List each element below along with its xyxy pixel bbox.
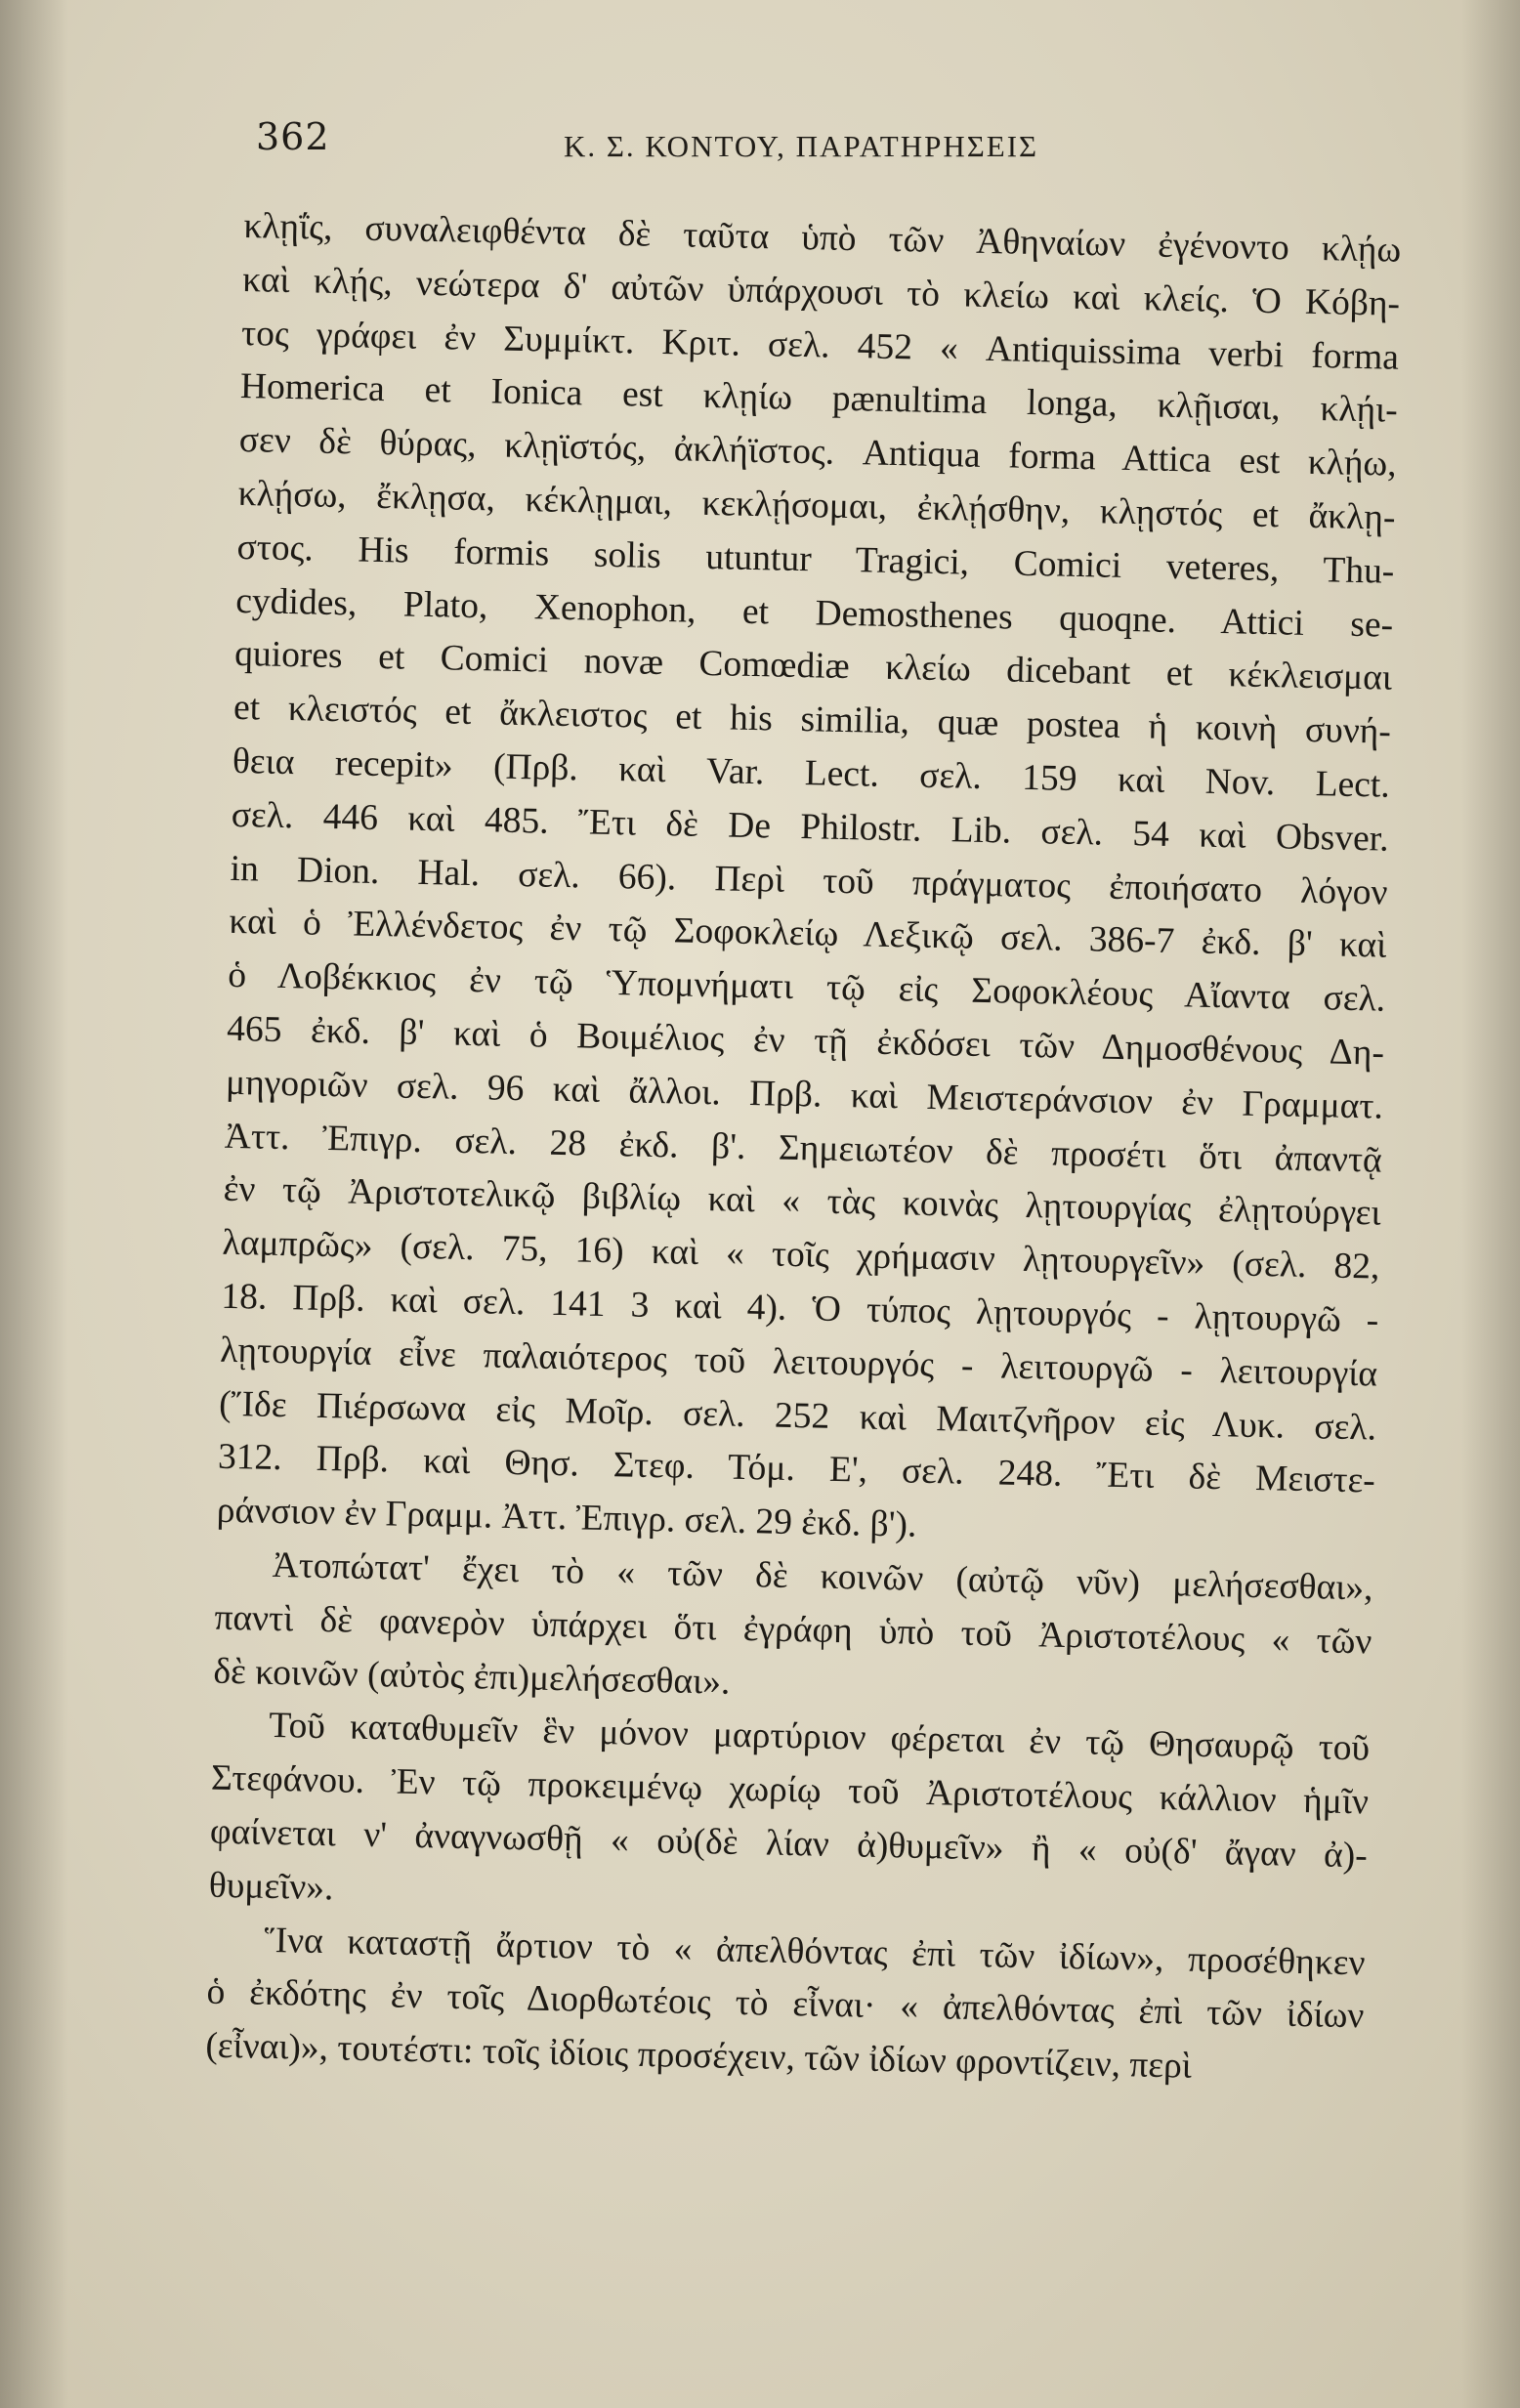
text-line: καὶ κλῄς, νεώτερα δ' αὐτῶν ὑπάρχουσι τὸ κλείω καὶ κλείς. Ὁ Κόβη- <box>241 259 1401 324</box>
text-line: παντὶ δὲ φανερὸν ὑπάρχει ὅτι ἐγράφη ὑπὸ τοῦ Ἀριστοτέλους « τῶν <box>214 1597 1372 1663</box>
text-line: φαίνεται ν' ἀναγνωσθῇ « οὐ(δὲ λίαν ἀ)θυμεῖν» ἢ « οὐ(δ' ἄγαν ἀ)- <box>209 1811 1369 1877</box>
page-header <box>256 115 1370 174</box>
text-line: 465 ἐκδ. β' καὶ ὁ Βοιμέλιος ἐν τῇ ἐκδόσει τῶν Δημοσθένους Δη- <box>226 1008 1385 1074</box>
text-line: μηγοριῶν σελ. 96 καὶ ἄλλοι. Πρβ. καὶ Μειστεράνσιον ἐν Γραμματ. <box>225 1062 1384 1127</box>
text-line: στος. His formis solis utuntur Tragici, Comici veteres, Thu- <box>236 527 1395 592</box>
text-line: Homerica et Ionica est κλῃίω pænultima longa, κλῇισαι, κλῄι- <box>239 366 1399 432</box>
text-line: (Ἴδε Πιέρσωνα εἰς Μοῖρ. σελ. 252 καὶ Μαιτζνῆρον εἰς Λυκ. σελ. <box>218 1383 1377 1449</box>
text-line: Στεφάνου. Ἐν τῷ προκειμένῳ χωρίῳ τοῦ Ἀριστοτέλους κάλλιον ἡμῖν <box>210 1757 1370 1823</box>
paragraph <box>208 1699 1370 1937</box>
text-line: λαμπρῶς» (σελ. 75, 16) καὶ « τοῖς χρήμασιν λῃτουργεῖν» (σελ. 82, <box>222 1222 1380 1288</box>
body-text <box>205 200 1402 2097</box>
text-line: et κλειστός et ἄκλειστος et his similia, quæ postea ἡ κοινὴ συνή- <box>232 688 1392 752</box>
text-line: (εἶναι)», τουτέστι: τοῖς ἰδίοις προσέχειν, τῶν ἰδίων φροντίζειν, περὶ <box>204 2025 1193 2087</box>
page-number: 362 <box>256 115 330 158</box>
paragraph <box>216 200 1401 1562</box>
text-line: ὁ ἐκδότης ἐν τοῖς Διορθωτέοις τὸ εἶναι· « ἀπελθόντας ἐπὶ τῶν ἰδίων <box>206 1971 1365 2037</box>
text-line: ἐν τῷ Ἀριστοτελικῷ βιβλίῳ καὶ « τὰς κοινὰς λῃτουργίας ἐλῃτούργει <box>223 1169 1381 1234</box>
text-line: ὁ Λοβέκκιος ἐν τῷ Ὑπομνήματι τῷ εἰς Σοφοκλέους Αἴαντα σελ. <box>227 954 1386 1020</box>
text-line: 18. Πρβ. καὶ σελ. 141 3 καὶ 4). Ὁ τύπος λῃτουργός - λῃτουργῶ - <box>221 1276 1379 1341</box>
text-line: Τοῦ καταθυμεῖν ἓν μόνον μαρτύριον φέρεται ἐν τῷ Θησαυρῷ τοῦ <box>268 1706 1371 1769</box>
text-line: κλῄσω, ἔκλῃσα, κέκλῃμαι, κεκλῄσομαι, ἐκλῄσθην, κλῃστός et ἄκλῃ- <box>237 473 1396 538</box>
text-line: καὶ ὁ Ἐλλένδετος ἐν τῷ Σοφοκλείῳ Λεξικῷ σελ. 386-7 ἐκδ. β' καὶ <box>229 902 1387 967</box>
text-line: δὲ κοινῶν (αὐτὸς ἐπι)μελήσεσθαι». <box>213 1651 731 1703</box>
text-line: quiores et Comici novæ Comœdiæ κλείω dicebant et κέκλεισμαι <box>233 634 1393 699</box>
running-title: Κ. Σ. ΚΟΝΤΟΥ, ΠΑΡΑΤΗΡΗΣΕΙΣ <box>564 129 1039 163</box>
paragraph <box>205 1913 1366 2097</box>
paragraph <box>213 1539 1373 1723</box>
text-line: σεν δὲ θύρας, κλῃϊστός, ἀκλήϊστος. Antiqua forma Attica est κλῄω, <box>238 420 1398 485</box>
text-line: τος γράφει ἐν Συμμίκτ. Κριτ. σελ. 452 « Antiquissima verbi forma <box>240 313 1400 378</box>
text-line: 312. Πρβ. καὶ Θησ. Στεφ. Τόμ. Ε', σελ. 248. Ἔτι δὲ Μειστε- <box>217 1437 1376 1501</box>
text-line: θυμεῖν». <box>208 1865 334 1908</box>
text-line: in Dion. Hal. σελ. 66). Περὶ τοῦ πράγματος ἐποιήσατο λόγον <box>230 848 1388 913</box>
text-line: cydides, Plato, Xenophon, et Demosthenes quoqne. Attici se- <box>234 580 1394 646</box>
text-line: θεια recepit» (Πρβ. καὶ Var. Lect. σελ. 159 καὶ Nov. Lect. <box>232 740 1391 806</box>
text-line: Ἀτοπώτατ' ἔχει τὸ « τῶν δὲ κοινῶν (αὐτῷ νῦν) μελήσεσθαι», <box>272 1544 1373 1609</box>
text-line: Ἀττ. Ἐπιγρ. σελ. 28 ἐκδ. β'. Σημειωτέον δὲ προσέτι ὅτι ἀπαντᾷ <box>224 1116 1383 1181</box>
text-line: Ἵνα καταστῇ ἄρτιον τὸ « ἀπελθόντας ἐπὶ τῶν ἰδίων», προσέθηκεν <box>264 1920 1366 1983</box>
text-line: ράνσιον ἐν Γραμμ. Ἀττ. Ἐπιγρ. σελ. 29 ἐκδ. β'). <box>216 1490 917 1545</box>
text-line: σελ. 446 καὶ 485. Ἔτι δὲ De Philostr. Lib. σελ. 54 καὶ Obsver. <box>231 794 1389 860</box>
text-line: κλῃΐς, συναλειφθέντα δὲ ταῦτα ὑπὸ τῶν Ἀθηναίων ἐγένοντο κλῄω <box>243 205 1402 271</box>
text-line: λῃτουργία εἶνε παλαιότερος τοῦ λειτουργός - λειτουργῶ - λειτουργία <box>219 1330 1378 1395</box>
